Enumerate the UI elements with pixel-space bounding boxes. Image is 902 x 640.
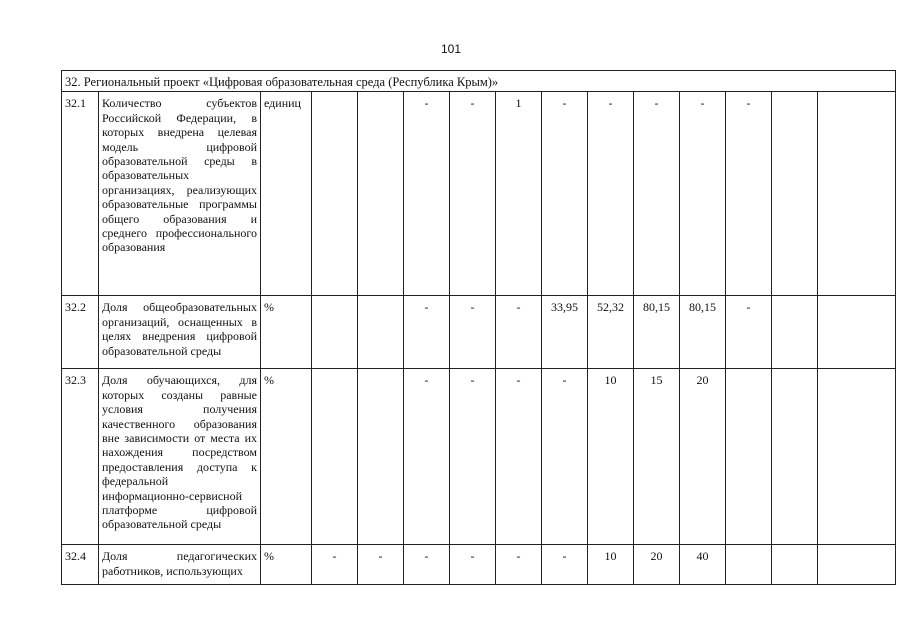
value-cell: - xyxy=(450,92,496,296)
section-title: 32. Региональный проект «Цифровая образовательная среда (Республика Крым)» xyxy=(62,71,896,92)
row-number: 32.3 xyxy=(62,369,99,545)
value-cell xyxy=(312,369,358,545)
value-cell: - xyxy=(496,296,542,369)
value-cell: - xyxy=(450,296,496,369)
unit-cell: % xyxy=(261,545,312,585)
indicators-table xyxy=(61,70,896,585)
value-cell: - xyxy=(404,545,450,585)
value-cell xyxy=(358,296,404,369)
unit-cell: единиц xyxy=(261,92,312,296)
value-cell xyxy=(772,545,818,585)
value-cell: 40 xyxy=(680,545,726,585)
value-cell xyxy=(818,296,896,369)
row-number: 32.4 xyxy=(62,545,99,585)
table-row xyxy=(62,369,896,545)
value-cell xyxy=(312,296,358,369)
value-cell: 20 xyxy=(680,369,726,545)
value-cell xyxy=(772,369,818,545)
value-cell: - xyxy=(634,92,680,296)
value-cell xyxy=(726,545,772,585)
value-cell: 33,95 xyxy=(542,296,588,369)
value-cell: 10 xyxy=(588,369,634,545)
value-cell: 10 xyxy=(588,545,634,585)
value-cell: - xyxy=(450,545,496,585)
value-cell xyxy=(818,545,896,585)
value-cell: 15 xyxy=(634,369,680,545)
row-number: 32.1 xyxy=(62,92,99,296)
value-cell: - xyxy=(404,369,450,545)
value-cell: - xyxy=(404,296,450,369)
value-cell: 1 xyxy=(496,92,542,296)
value-cell xyxy=(772,92,818,296)
value-cell: 52,32 xyxy=(588,296,634,369)
unit-cell: % xyxy=(261,369,312,545)
unit-cell: % xyxy=(261,296,312,369)
value-cell: - xyxy=(542,369,588,545)
value-cell: - xyxy=(726,296,772,369)
value-cell: 80,15 xyxy=(634,296,680,369)
value-cell: 20 xyxy=(634,545,680,585)
value-cell: - xyxy=(542,545,588,585)
value-cell: 80,15 xyxy=(680,296,726,369)
value-cell xyxy=(726,369,772,545)
value-cell xyxy=(818,369,896,545)
value-cell: - xyxy=(680,92,726,296)
value-cell xyxy=(772,296,818,369)
value-cell: - xyxy=(726,92,772,296)
value-cell: - xyxy=(496,369,542,545)
section-header-row xyxy=(62,71,896,92)
value-cell xyxy=(358,369,404,545)
value-cell xyxy=(818,92,896,296)
page-number: 101 xyxy=(440,42,462,56)
table-row xyxy=(62,296,896,369)
table-row xyxy=(62,92,896,296)
value-cell xyxy=(312,92,358,296)
value-cell: - xyxy=(312,545,358,585)
value-cell: - xyxy=(450,369,496,545)
value-cell: - xyxy=(404,92,450,296)
value-cell xyxy=(358,92,404,296)
indicator-name: Доля педагогических работников, использующих xyxy=(99,545,261,585)
value-cell: - xyxy=(358,545,404,585)
value-cell: - xyxy=(588,92,634,296)
table-row xyxy=(62,545,896,585)
indicator-name: Доля обучающихся, для которых созданы равные условия получения качественного образования вне зависимости от места их нахождения посредством предоставления доступа к федеральной информационно-сервисной платформе цифровой образовательной среды xyxy=(99,369,261,545)
value-cell: - xyxy=(542,92,588,296)
value-cell: - xyxy=(496,545,542,585)
indicator-name: Доля общеобразовательных организаций, оснащенных в целях внедрения цифровой образовательной среды xyxy=(99,296,261,369)
row-number: 32.2 xyxy=(62,296,99,369)
indicator-name: Количество субъектов Российской Федерации, в которых внедрена целевая модель цифровой образовательной среды в образовательных организациях, реализующих образовательные программы общего образования и среднего профессионального образования xyxy=(99,92,261,296)
